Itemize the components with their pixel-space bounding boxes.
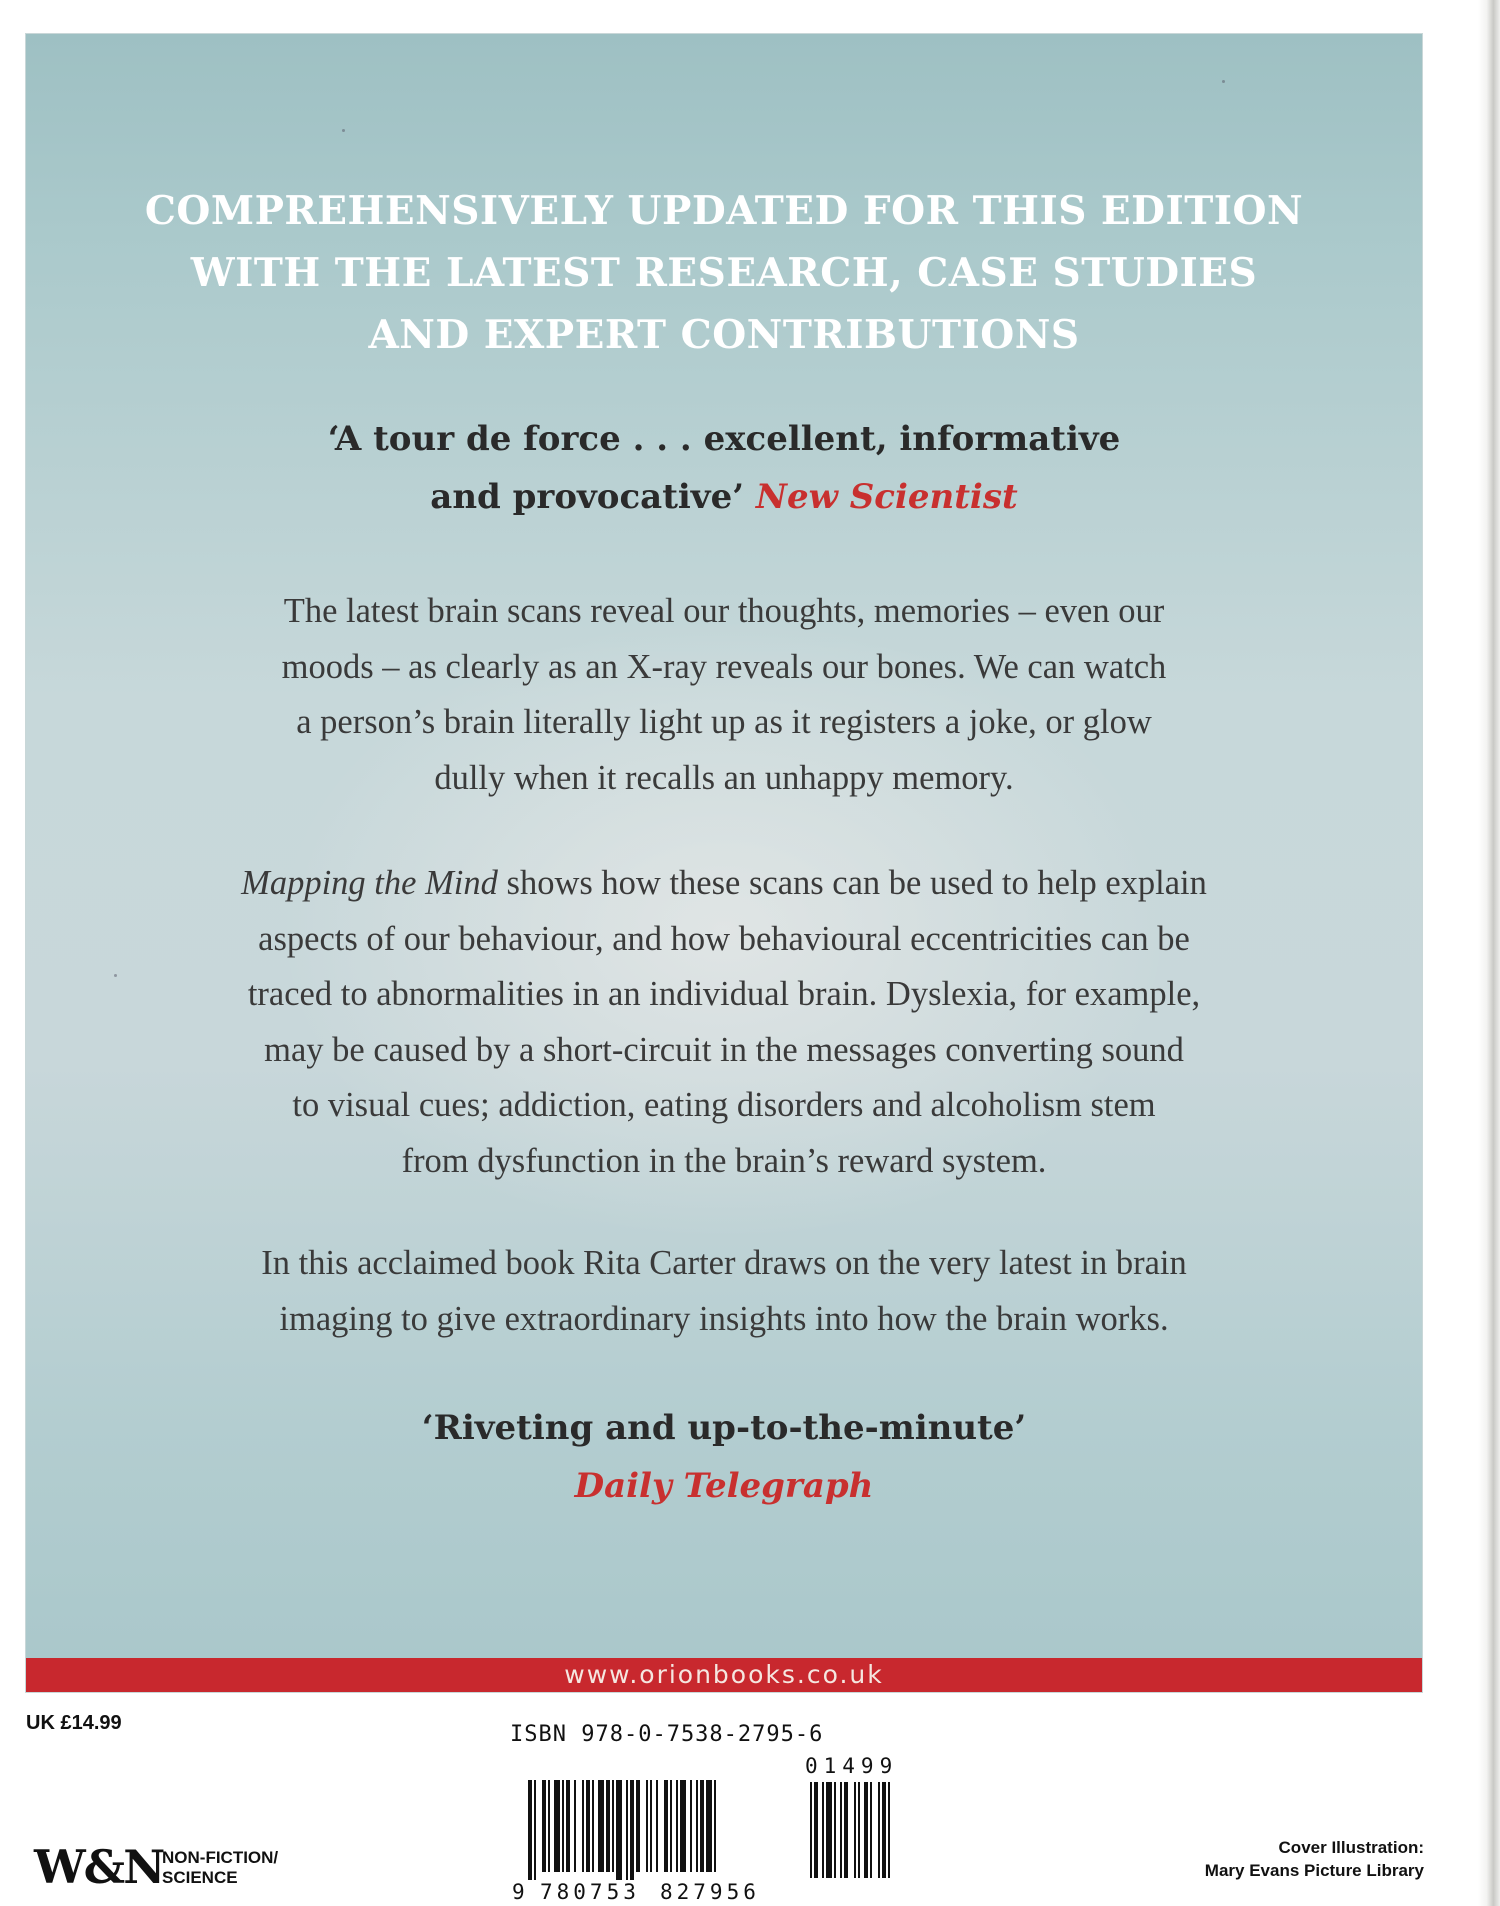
barcode-bar — [598, 1780, 604, 1872]
barcode-bar — [650, 1780, 652, 1872]
review-quote-daily-telegraph — [26, 1399, 1422, 1515]
barcode-bar — [636, 1780, 640, 1872]
blurb-line: from dysfunction in the brain’s reward system. — [401, 1141, 1047, 1180]
quote-text: and provocative’ — [430, 477, 745, 517]
publisher-url[interactable]: www.orionbooks.co.uk — [564, 1660, 884, 1689]
print-speck — [1222, 80, 1225, 83]
blurb-line: traced to abnormalities in an individual brain. Dyslexia, for example, — [247, 975, 1201, 1013]
credit-line: Cover Illustration: — [1278, 1838, 1424, 1857]
barcode-bar — [696, 1780, 698, 1872]
barcode-addon-bar — [888, 1782, 890, 1878]
barcode-bar — [626, 1780, 628, 1880]
barcode-bar — [592, 1780, 594, 1872]
barcode-addon-bar — [840, 1782, 842, 1878]
publisher-url-bar — [26, 1658, 1422, 1692]
barcode-bar — [606, 1780, 610, 1872]
banner-line: COMPREHENSIVELY UPDATED FOR THIS EDITION — [144, 188, 1304, 234]
barcode-addon-bar — [854, 1782, 856, 1878]
blurb-line: moods – as clearly as an X-ray reveals our bones. We can watch — [281, 647, 1167, 686]
barcode-bar — [664, 1780, 668, 1872]
barcode-addon-bar — [864, 1782, 868, 1878]
category-line: NON-FICTION/ — [162, 1848, 279, 1867]
book-title: Mapping the Mind — [241, 864, 498, 902]
barcode-addon-bar — [810, 1782, 812, 1878]
quote-line: ‘A tour de force . . . excellent, informative — [327, 419, 1121, 459]
credit-line: Mary Evans Picture Library — [1204, 1861, 1424, 1880]
barcode-addon-digits: 01499 — [805, 1754, 899, 1778]
barcode-addon-bar — [834, 1782, 836, 1878]
barcode-bar — [534, 1780, 536, 1880]
blurb-paragraph-2 — [26, 856, 1422, 1189]
barcode-bar — [630, 1780, 634, 1880]
cover-illustration-credit — [1205, 1836, 1424, 1882]
banner-line: WITH THE LATEST RESEARCH, CASE STUDIES — [190, 250, 1258, 296]
category-line: SCIENCE — [162, 1868, 238, 1887]
barcode-bar — [562, 1780, 564, 1872]
barcode-bar — [542, 1780, 546, 1872]
barcode-addon-bar — [870, 1782, 872, 1878]
blurb-paragraph-1 — [26, 584, 1422, 806]
barcode-bar — [714, 1780, 716, 1872]
publisher-logo: W&N — [34, 1840, 164, 1894]
isbn-number: ISBN 978-0-7538-2795-6 — [510, 1722, 824, 1747]
price-label: UK £14.99 — [26, 1712, 122, 1734]
blurb-line: In this acclaimed book Rita Carter draws on the very latest in brain — [261, 1244, 1187, 1282]
banner-line: AND EXPERT CONTRIBUTIONS — [368, 312, 1080, 358]
barcode-bar — [612, 1780, 614, 1872]
barcode-addon-bar — [814, 1782, 818, 1878]
quote-source: New Scientist — [755, 477, 1018, 517]
barcode-addon-bar — [858, 1782, 860, 1878]
barcode-bar — [670, 1780, 672, 1872]
barcode-digits-group-2: 827956 — [660, 1880, 760, 1904]
review-quote-new-scientist — [26, 410, 1422, 526]
blurb-line-rest: shows how these scans can be used to help explain — [497, 864, 1207, 902]
barcode-bar — [616, 1780, 622, 1880]
barcode-bar — [548, 1780, 550, 1872]
barcode-bar — [656, 1780, 658, 1872]
blurb-line: a person’s brain literally light up as it registers a joke, or glow — [296, 703, 1152, 741]
print-speck — [342, 129, 345, 132]
barcode-addon-bar — [844, 1782, 848, 1878]
barcode-bar — [680, 1780, 686, 1872]
barcode-bar — [706, 1780, 712, 1872]
blurb-line: dully when it recalls an unhappy memory. — [434, 758, 1014, 797]
back-cover-panel — [26, 34, 1422, 1692]
barcode-addon-bar — [878, 1782, 880, 1878]
barcode-bar — [586, 1780, 590, 1872]
barcode-bar — [690, 1780, 692, 1872]
barcode-addon-bar — [882, 1782, 886, 1878]
blurb-line: may be caused by a short-circuit in the messages converting sound — [264, 1030, 1184, 1069]
barcode-bar — [646, 1780, 648, 1872]
barcode-bar — [566, 1780, 570, 1872]
quote-line-2 — [26, 468, 1422, 526]
barcode-bar — [574, 1780, 576, 1872]
edition-banner — [26, 180, 1422, 366]
barcode-bar — [700, 1780, 704, 1872]
quote-source: Daily Telegraph — [574, 1466, 874, 1506]
blurb-line: aspects of our behaviour, and how behavioural eccentricities can be — [258, 919, 1190, 958]
barcode-lead-digit: 9 — [512, 1880, 525, 1904]
barcode-addon-bar — [822, 1782, 824, 1878]
barcode-bar — [676, 1780, 678, 1872]
quote-text: ‘Riveting and up-to-the-minute’ — [421, 1408, 1027, 1448]
blurb-line — [26, 856, 1422, 912]
book-category — [162, 1848, 278, 1888]
barcode-bar — [554, 1780, 560, 1872]
barcode — [480, 1770, 940, 1880]
book-spine-edge — [1478, 0, 1500, 1906]
barcode-bar — [528, 1780, 532, 1880]
barcode-digits-group-1: 780753 — [540, 1880, 640, 1904]
barcode-bar — [582, 1780, 584, 1872]
blurb-line: The latest brain scans reveal our thoughts, memories – even our — [283, 592, 1165, 630]
blurb-line: to visual cues; addiction, eating disorders and alcoholism stem — [292, 1086, 1156, 1124]
barcode-addon-bar — [826, 1782, 832, 1878]
blurb-paragraph-3 — [26, 1236, 1422, 1347]
blurb-line: imaging to give extraordinary insights into how the brain works. — [279, 1299, 1169, 1338]
